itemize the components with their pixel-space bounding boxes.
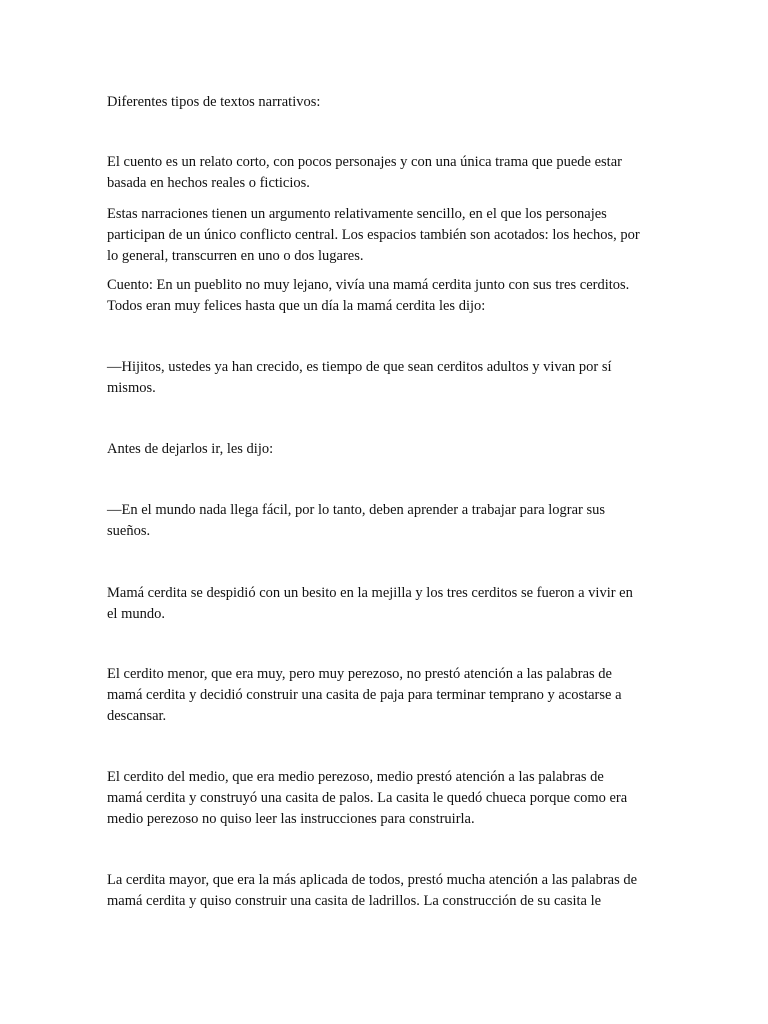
paragraph-dialogue-mundo <box>107 500 667 542</box>
text-line: mamá cerdita y decidió construir una casita de paja para terminar temprano y acostarse a <box>107 687 622 703</box>
paragraph-farewell <box>107 583 667 625</box>
text-line: lo general, transcurren en uno o dos lugares. <box>107 248 364 264</box>
text-line: sueños. <box>107 523 151 539</box>
text-line: Estas narraciones tienen un argumento relativamente sencillo, en el que los personajes <box>107 206 607 222</box>
text-line: Cuento: En un pueblito no muy lejano, vivía una mamá cerdita junto con sus tres cerditos. <box>107 277 630 293</box>
text-line: El cerdito menor, que era muy, pero muy perezoso, no prestó atención a las palabras de <box>107 666 612 682</box>
text-line: medio perezoso no quiso leer las instrucciones para construirla. <box>107 811 475 827</box>
paragraph-eldest-pig <box>107 870 667 912</box>
text-line: El cuento es un relato corto, con pocos personajes y con una única trama que puede estar <box>107 154 622 170</box>
text-line: mismos. <box>107 380 156 396</box>
document-heading <box>107 92 667 113</box>
text-line: mamá cerdita y construyó una casita de palos. La casita le quedó chueca porque como era <box>107 790 628 806</box>
paragraph-cuento-characteristics <box>107 204 667 267</box>
text-line: —Hijitos, ustedes ya han crecido, es tiempo de que sean cerditos adultos y vivan por sí <box>107 359 612 375</box>
text-line: —En el mundo nada llega fácil, por lo tanto, deben aprender a trabajar para lograr sus <box>107 502 606 518</box>
paragraph-cuento-definition <box>107 152 667 194</box>
text-line: mamá cerdita y quiso construir una casita de ladrillos. La construcción de su casita le <box>107 893 602 909</box>
paragraph-youngest-pig <box>107 664 667 727</box>
text-line: Antes de dejarlos ir, les dijo: <box>107 441 274 457</box>
text-line: basada en hechos reales o ficticios. <box>107 175 310 191</box>
text-line: Todos eran muy felices hasta que un día la mamá cerdita les dijo: <box>107 298 486 314</box>
text-line: La cerdita mayor, que era la más aplicada de todos, prestó mucha atención a las palabras de <box>107 872 638 888</box>
text-line: participan de un único conflicto central. Los espacios también son acotados: los hechos, por <box>107 227 640 243</box>
text-line: Diferentes tipos de textos narrativos: <box>107 94 321 110</box>
text-line: descansar. <box>107 708 167 724</box>
text-line: el mundo. <box>107 606 165 622</box>
text-line: El cerdito del medio, que era medio perezoso, medio prestó atención a las palabras de <box>107 769 604 785</box>
paragraph-dialogue-hijitos <box>107 357 667 399</box>
paragraph-story-intro <box>107 275 667 317</box>
paragraph-middle-pig <box>107 767 667 830</box>
text-line: Mamá cerdita se despidió con un besito en la mejilla y los tres cerditos se fueron a vivir en <box>107 585 633 601</box>
paragraph-before-leaving <box>107 439 667 460</box>
